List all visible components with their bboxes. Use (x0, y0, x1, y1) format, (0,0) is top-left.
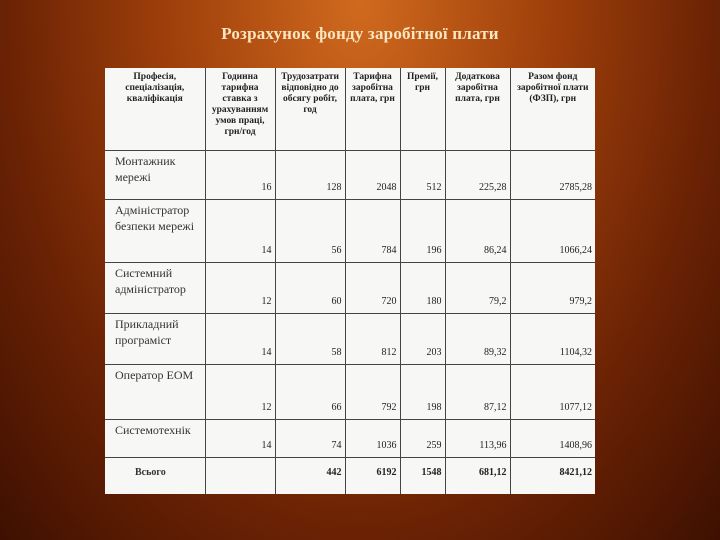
cell-total-fund: 2785,28 (510, 151, 595, 200)
cell-labor-hours: 66 (275, 365, 345, 420)
cell-hourly-rate: 14 (205, 200, 275, 263)
total-additional-wage: 681,12 (445, 458, 510, 495)
cell-labor-hours: 74 (275, 420, 345, 458)
cell-tariff-wage: 720 (345, 263, 400, 314)
cell-labor-hours: 58 (275, 314, 345, 365)
cell-labor-hours: 128 (275, 151, 345, 200)
header-labor-hours: Трудозатрати відповідно до обсягу робіт, год (275, 68, 345, 151)
cell-bonuses: 259 (400, 420, 445, 458)
cell-bonuses: 203 (400, 314, 445, 365)
cell-profession: Монтажник мережі (105, 151, 205, 200)
cell-additional-wage: 87,12 (445, 365, 510, 420)
total-hourly-rate (205, 458, 275, 495)
cell-total-fund: 1408,96 (510, 420, 595, 458)
cell-profession: Системотехнік (105, 420, 205, 458)
header-profession: Професія, спеціалізація, кваліфікація (105, 68, 205, 151)
table-row (105, 151, 595, 200)
cell-profession: Прикладний програміст (105, 314, 205, 365)
header-bonuses: Премії, грн (400, 68, 445, 151)
slide-title: Розрахунок фонду заробітної плати (221, 24, 499, 43)
table-row (105, 263, 595, 314)
table-row (105, 200, 595, 263)
cell-bonuses: 196 (400, 200, 445, 263)
total-tariff-wage: 6192 (345, 458, 400, 495)
table-total-row (105, 458, 595, 495)
total-label: Всього (105, 458, 205, 495)
payroll-table-sheet (105, 68, 595, 494)
table-row (105, 365, 595, 420)
cell-bonuses: 180 (400, 263, 445, 314)
header-hourly-rate: Годинна тарифна ставка з урахуванням умов праці, грн/год (205, 68, 275, 151)
cell-hourly-rate: 14 (205, 420, 275, 458)
cell-bonuses: 512 (400, 151, 445, 200)
cell-additional-wage: 113,96 (445, 420, 510, 458)
cell-additional-wage: 79,2 (445, 263, 510, 314)
cell-profession: Системний адміністратор (105, 263, 205, 314)
total-bonuses: 1548 (400, 458, 445, 495)
cell-total-fund: 1104,32 (510, 314, 595, 365)
cell-profession: Оператор ЕОМ (105, 365, 205, 420)
cell-profession: Адміністратор безпеки мережі (105, 200, 205, 263)
cell-tariff-wage: 784 (345, 200, 400, 263)
cell-tariff-wage: 792 (345, 365, 400, 420)
cell-total-fund: 1066,24 (510, 200, 595, 263)
cell-tariff-wage: 812 (345, 314, 400, 365)
header-additional-wage: Додаткова заробітна плата, грн (445, 68, 510, 151)
cell-labor-hours: 56 (275, 200, 345, 263)
cell-bonuses: 198 (400, 365, 445, 420)
total-labor-hours: 442 (275, 458, 345, 495)
table-row (105, 314, 595, 365)
cell-hourly-rate: 12 (205, 365, 275, 420)
cell-total-fund: 979,2 (510, 263, 595, 314)
cell-total-fund: 1077,12 (510, 365, 595, 420)
cell-additional-wage: 86,24 (445, 200, 510, 263)
cell-additional-wage: 225,28 (445, 151, 510, 200)
table-row (105, 420, 595, 458)
cell-hourly-rate: 12 (205, 263, 275, 314)
payroll-table (105, 68, 595, 494)
total-fund: 8421,12 (510, 458, 595, 495)
cell-labor-hours: 60 (275, 263, 345, 314)
header-total-fund: Разом фонд заробітної плати (ФЗП), грн (517, 72, 589, 104)
header-tariff-wage: Тарифна заробітна плата, грн (345, 68, 400, 151)
cell-hourly-rate: 14 (205, 314, 275, 365)
cell-tariff-wage: 2048 (345, 151, 400, 200)
cell-tariff-wage: 1036 (345, 420, 400, 458)
cell-additional-wage: 89,32 (445, 314, 510, 365)
cell-hourly-rate: 16 (205, 151, 275, 200)
table-header-row (105, 68, 595, 151)
